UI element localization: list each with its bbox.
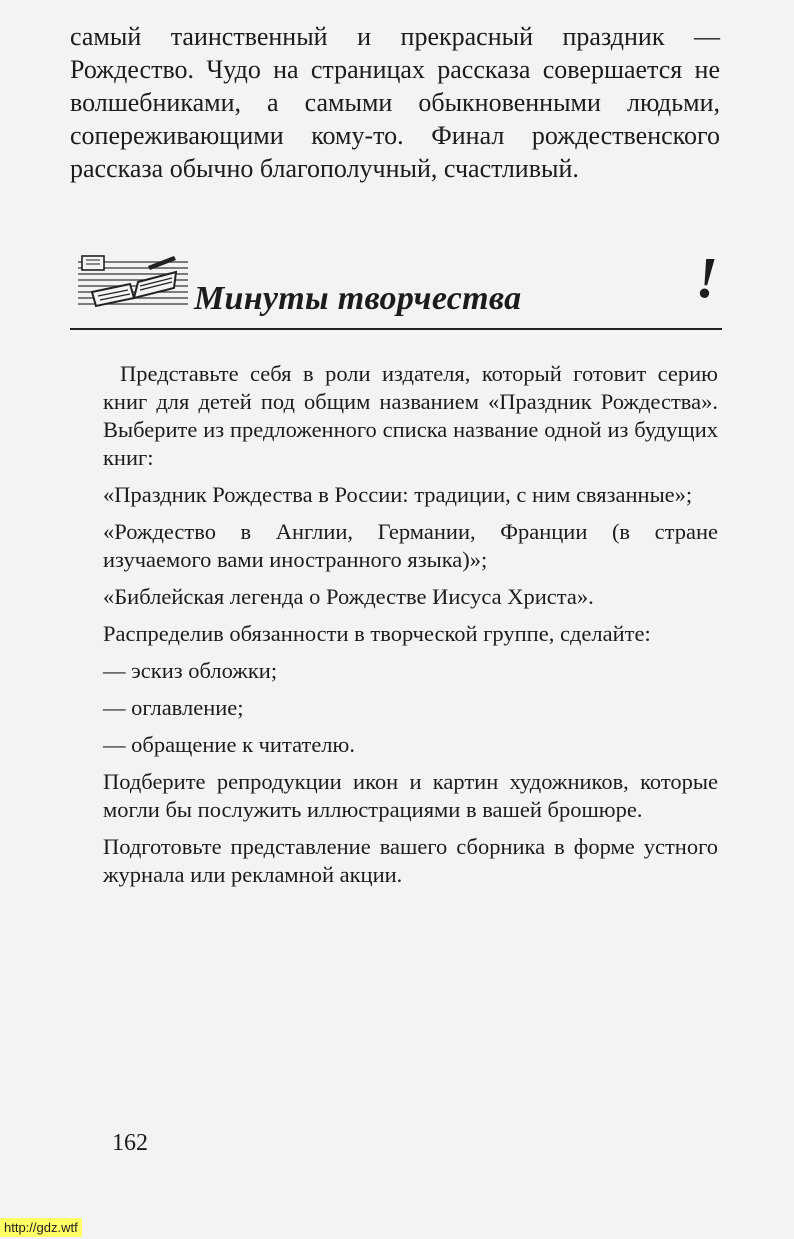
show-through xyxy=(70,900,724,933)
illustrations-paragraph: Подберите репродукции икон и картин художников, которые могли бы послужить иллюстрациями в вашей брошюре. xyxy=(103,769,718,822)
assignment-item: — обращение к читателю. xyxy=(103,732,355,757)
site-watermark[interactable]: http://gdz.wtf xyxy=(0,1218,82,1237)
section-title: Минуты творчества xyxy=(194,280,522,317)
book-title-option: «Рождество в Англии, Германии, Франции (в стране изучаемого вами иностранного языка)»; xyxy=(103,519,718,572)
task-block xyxy=(103,360,718,898)
exclamation-mark: ! xyxy=(695,245,718,310)
book-title-option: «Библейская легенда о Рождестве Иисуса Христа». xyxy=(103,584,594,609)
section-heading xyxy=(70,245,722,332)
book-title-option: «Праздник Рождества в России: традиции, с ним связанные»; xyxy=(103,482,693,507)
assignment-item: — оглавление; xyxy=(103,695,244,720)
intro-paragraph: самый таинственный и прекрасный праздник — Рождество. Чудо на страницах рассказа совершается не волшебниками, а самыми обыкновенными людьми, сопереживающими кому-то. Финал рождественского рассказа обычно благополучный, счастливый. xyxy=(70,22,720,183)
assignment-item: — эскиз обложки; xyxy=(103,658,278,683)
presentation-paragraph: Подготовьте представление вашего сборника в форме устного журнала или рекламной акции. xyxy=(103,834,718,887)
heading-rule xyxy=(70,328,722,330)
task-intro: Представьте себя в роли издателя, который готовит серию книг для детей под общим названием «Праздник Рождества». Выберите из предложенного списка название одной из будущих книг: xyxy=(103,361,718,470)
page-number: 162 xyxy=(112,1130,148,1156)
open-book-icon xyxy=(78,252,188,312)
assignment-lead: Распределив обязанности в творческой группе, сделайте: xyxy=(103,621,651,646)
